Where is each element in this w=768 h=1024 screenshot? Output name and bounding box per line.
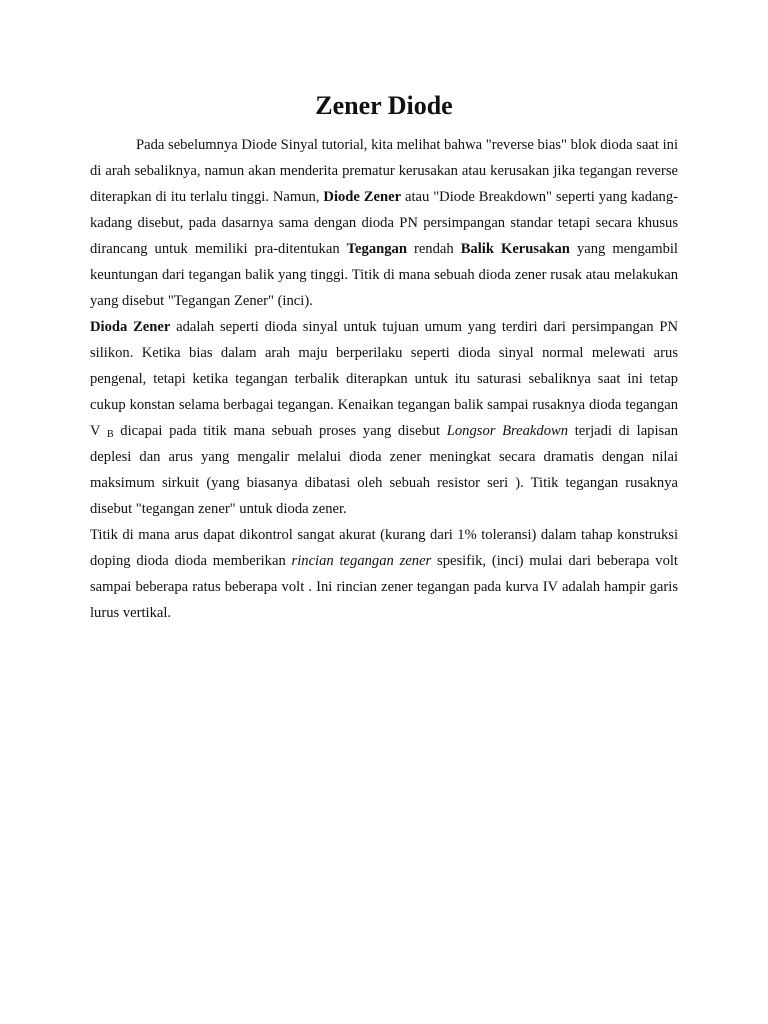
paragraph-dioda-zener-text-1: adalah seperti dioda sinyal untuk tujuan umum yang terdiri dari persimpangan PN silikon. Ketika bias dalam arah maju berperilaku seperti dioda sinyal normal melewati arus pengenal, tetapi ketika tegangan terbalik diterapkan untuk itu saturasi sebaliknya saat ini tetap cukup konstan selama berbagai tegangan. Kenaikan tegangan balik sampai rusaknya dioda tegangan V (90, 319, 678, 439)
document-title: Zener Diode (315, 91, 453, 120)
term-rincian-tegangan-zener: rincian tegangan zener (291, 553, 432, 569)
paragraph-dioda-zener-text-2: dicapai pada titik mana sebuah proses yang disebut (113, 423, 447, 439)
paragraph-intro-text-2: atau "Diode Breakdown" seperti yang kadang-kadang disebut, pada dasarnya sama dengan dioda PN persimpangan standar tetapi secara khusus dirancang untuk memiliki pra-ditentukan (90, 189, 678, 257)
term-diode-zener: Diode Zener (323, 189, 402, 205)
paragraph-dioda-zener (90, 314, 678, 522)
term-longsor-breakdown: Longsor Breakdown (446, 423, 569, 439)
term-dioda-zener: Dioda Zener (90, 319, 171, 335)
paragraph-titik-text-2: spesifik, (inci) mulai dari beberapa volt sampai beberapa ratus beberapa volt . Ini rincian zener tegangan pada kurva IV adalah hampir garis lurus vertikal. (90, 553, 678, 621)
term-tegangan: Tegangan (346, 241, 407, 257)
paragraph-intro-text-3: rendah (406, 241, 461, 257)
paragraph-intro-text-1: Pada sebelumnya Diode Sinyal tutorial, kita melihat bahwa "reverse bias" blok dioda saat ini di arah sebaliknya, namun akan menderita prematur kerusakan atau kerusakan jika tegangan reverse diterapkan di itu terlalu tinggi. Namun, (90, 137, 679, 205)
paragraph-intro-text-4: yang mengambil keuntungan dari tegangan balik yang tinggi. Titik di mana sebuah dioda zener rusak atau melakukan yang disebut "Tegangan Zener" (inci). (90, 241, 678, 309)
term-balik-kerusakan: Balik Kerusakan (460, 241, 570, 257)
paragraph-intro (90, 132, 678, 314)
paragraph-titik-text-1: Titik di mana arus dapat dikontrol sangat akurat (kurang dari 1% toleransi) dalam tahap konstruksi doping dioda dioda memberikan (90, 527, 678, 569)
subscript-b: B (106, 429, 114, 440)
document-page (90, 88, 678, 626)
paragraph-dioda-zener-text-3: terjadi di lapisan deplesi dan arus yang mengalir melalui dioda zener meningkat secara dramatis dengan nilai maksimum sirkuit (yang biasanya dibatasi oleh sebuah resistor seri ). Titik tegangan rusaknya disebut "tegangan zener" untuk dioda zener. (90, 423, 678, 517)
paragraph-titik (90, 522, 678, 626)
